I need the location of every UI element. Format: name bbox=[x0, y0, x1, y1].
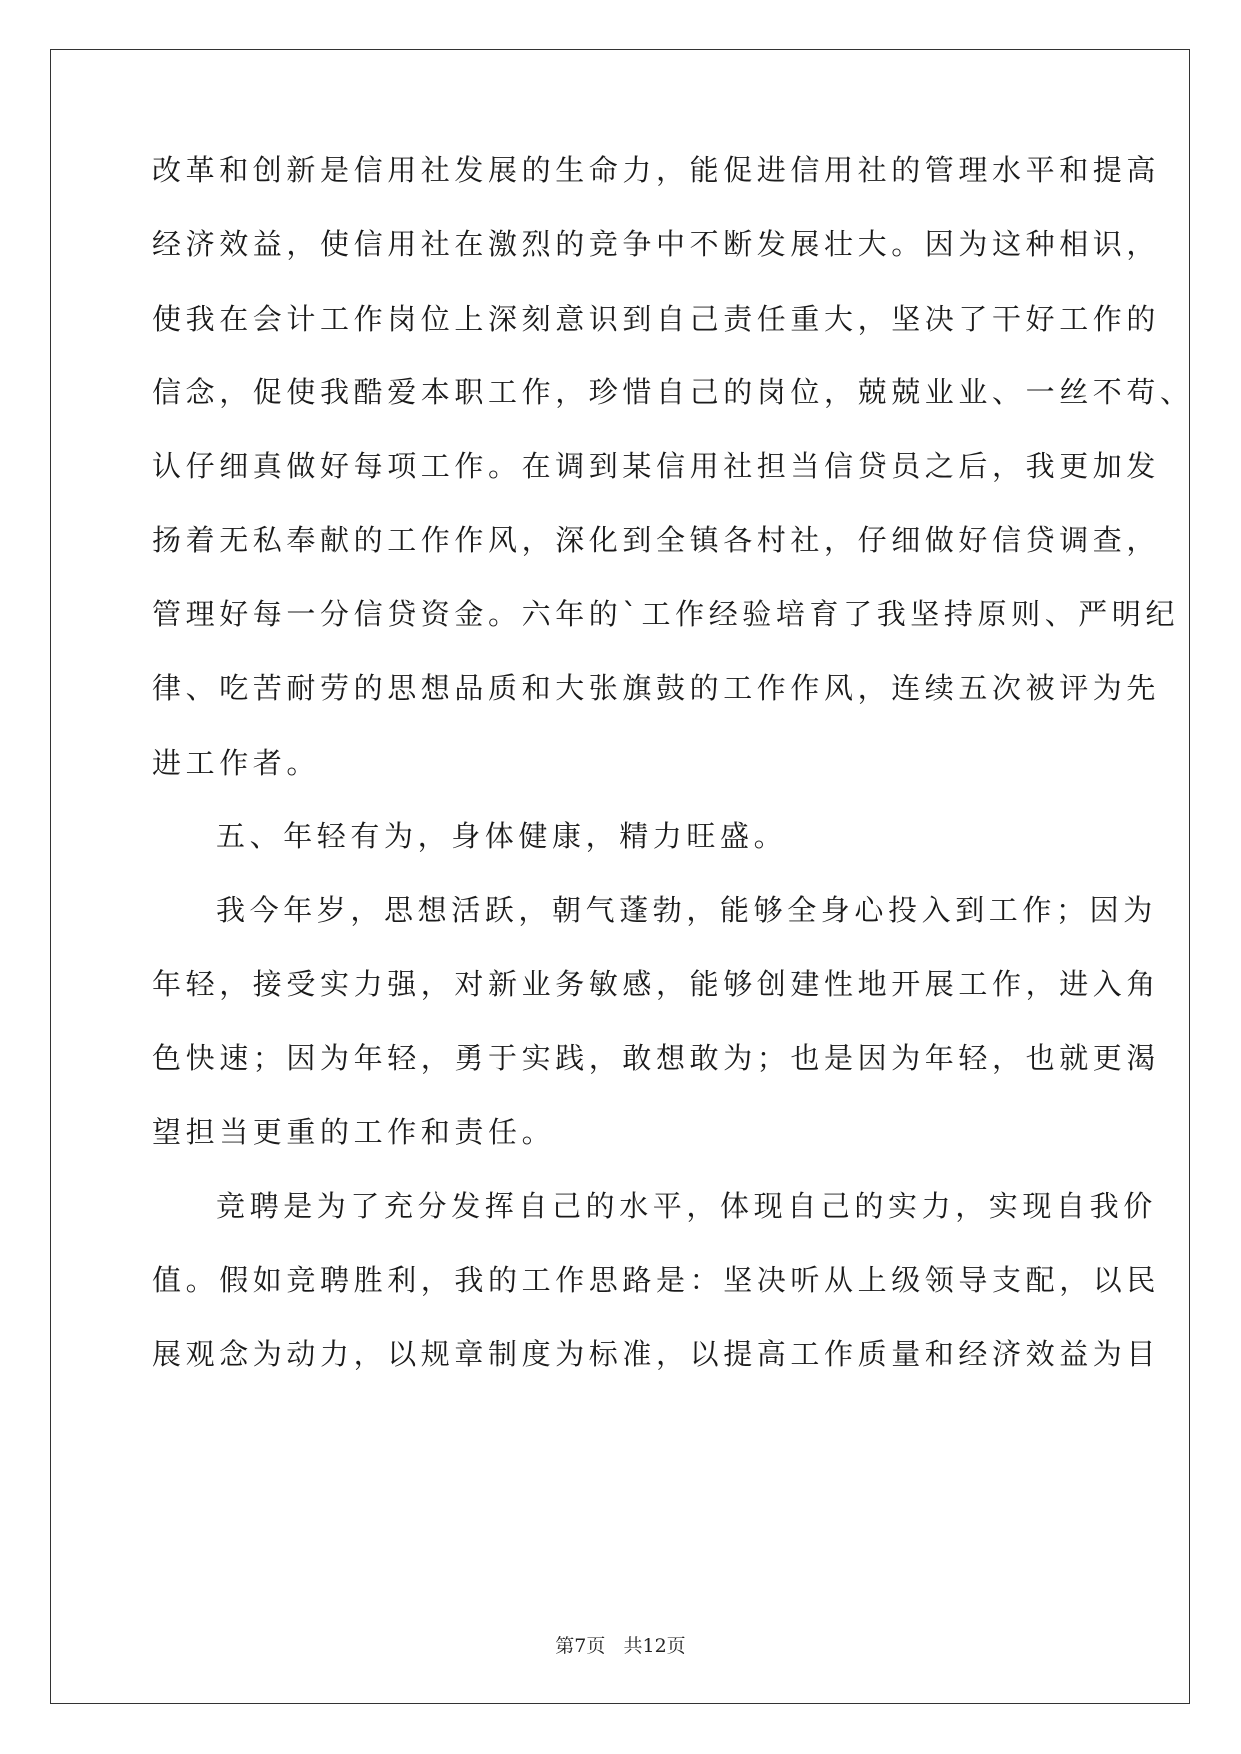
paragraph-line: 值。假如竞聘胜利，我的工作思路是：坚决听从上级领导支配，以民 bbox=[152, 1263, 1161, 1297]
paragraph-line: 年轻，接受实力强，对新业务敏感，能够创建性地开展工作，进入角 bbox=[152, 967, 1161, 1001]
paragraph-line: 展观念为动力，以规章制度为标准，以提高工作质量和经济效益为目 bbox=[152, 1337, 1161, 1371]
paragraph-line: 律、吃苦耐劳的思想品质和大张旗鼓的工作作风，连续五次被评为先 bbox=[152, 671, 1161, 705]
paragraph-line: 色快速；因为年轻，勇于实践，敢想敢为；也是因为年轻，也就更渴 bbox=[152, 1041, 1161, 1075]
paragraph-line: 使我在会计工作岗位上深刻意识到自己责任重大，坚决了干好工作的 bbox=[152, 302, 1161, 336]
page-border bbox=[50, 49, 1190, 1704]
paragraph-line: 竞聘是为了充分发挥自己的水平，体现自己的实力，实现自我价 bbox=[216, 1189, 1157, 1223]
paragraph-line: 经济效益，使信用社在激烈的竞争中不断发展壮大。因为这种相识， bbox=[152, 227, 1161, 261]
paragraph-line: 进工作者。 bbox=[152, 746, 321, 780]
paragraph-line: 望担当更重的工作和责任。 bbox=[152, 1115, 556, 1149]
page-number-footer: 第7页 共12页 bbox=[555, 1635, 686, 1657]
paragraph-line: 信念，促使我酷爱本职工作，珍惜自己的岗位，兢兢业业、一丝不苟、 bbox=[152, 375, 1194, 409]
paragraph-line: 管理好每一分信贷资金。六年的`工作经验培育了我坚持原则、严明纪 bbox=[152, 597, 1180, 631]
paragraph-line: 扬着无私奉献的工作作风，深化到全镇各村社，仔细做好信贷调查， bbox=[152, 523, 1161, 557]
paragraph-line: 我今年岁，思想活跃，朝气蓬勃，能够全身心投入到工作；因为 bbox=[216, 893, 1157, 927]
paragraph-line: 改革和创新是信用社发展的生命力，能促进信用社的管理水平和提高 bbox=[152, 153, 1161, 187]
paragraph-line: 认仔细真做好每项工作。在调到某信用社担当信贷员之后，我更加发 bbox=[152, 449, 1161, 483]
section-heading: 五、年轻有为，身体健康，精力旺盛。 bbox=[216, 819, 788, 853]
